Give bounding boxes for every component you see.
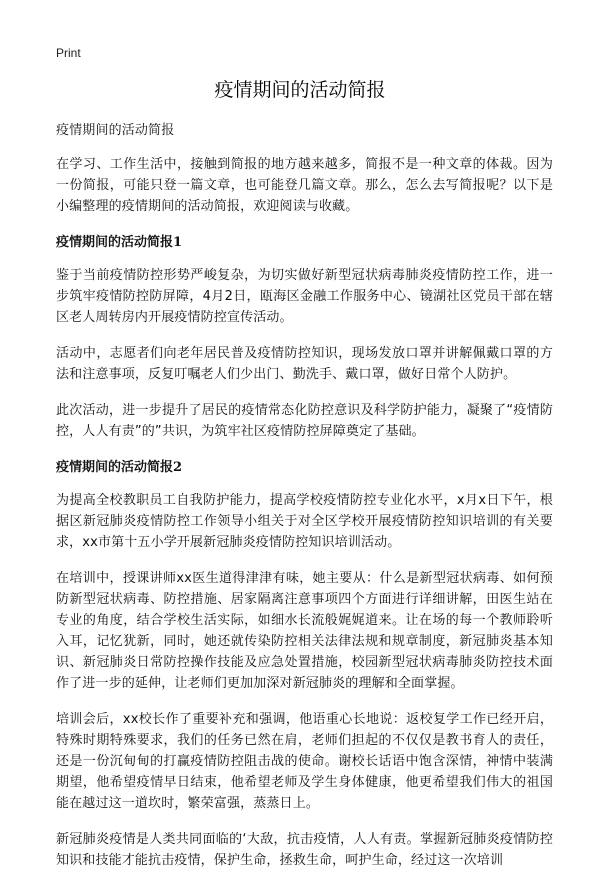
section-2-paragraph-1: 为提高全校教职员工自我防护能力，提高学校疫情防控专业化水平，x月x日下午，根据区新冠肺炎疫情防控工作领导小组关于对全区学校开展疫情防控知识培训的有关要求，xx市第十五小学开展新冠肺炎疫情防控知识培训活动。 xyxy=(56,493,553,550)
page-title: 疫情期间的活动简报 xyxy=(214,79,386,101)
section-2-paragraph-3: 培训会后，xx校长作了重要补充和强调，他语重心长地说：返校复学工作已经开启，特殊时期特殊要求，我们的任务已然在肩，老师们担起的不仅仅是教书育人的责任，还是一份沉甸甸的打赢疫情防控阻击战的使命。谢校长话语中饱含深情，神情中装满期望，他希望疫情早日结束，他希望老师及学生身体健康，他更希望我们伟大的祖国能在越过这一道坎时，繁荣富强，蒸蒸日上。 xyxy=(56,712,553,811)
intro-paragraph: 在学习、工作生活中，接触到简报的地方越来越多，简报不是一种文章的体裁。因为一份简报，可能只登一篇文章，也可能登几篇文章。那么，怎么去写简报呢？以下是小编整理的疫情期间的活动简报，欢迎阅读与收藏。 xyxy=(56,157,553,214)
section-2-paragraph-4: 新冠肺炎疫情是人类共同面临的‘大敌，抗击疫情，人人有责。掌握新冠肺炎疫情防控知识和技能才能抗击疫情，保护生命，拯救生命，呵护生命，经过这一次培训 xyxy=(56,832,553,868)
section-1-paragraph-1: 鉴于当前疫情防控形势严峻复杂，为切实做好新型冠状病毒肺炎疫情防控工作，进一步筑牢疫情防控防屏障，4月2日，瓯海区金融工作服务中心、镜湖社区党员干部在辖区老人周转房内开展疫情防控宣传活动。 xyxy=(56,268,553,325)
section-2-paragraph-2: 在培训中，授课讲师xx医生道得津津有味，她主要从：什么是新型冠状病毒、如何预防新型冠状病毒、防控措施、居家隔离注意事项四个方面进行详细讲解，田医生站在专业的角度，结合学校生活实际，如细水长流般娓娓道来。让在场的每一个教师聆听入耳，记忆犹新，同时，她还就传染防控相关法律法规和规章制度，新冠肺炎基本知识、新冠肺炎日常防控操作技能及应急处置措施，校园新型冠状病毒肺炎防控技术面作了进一步的延伸，让老师们更加加深对新冠肺炎的理解和全面掌握。 xyxy=(56,571,553,691)
section-1-paragraph-2: 活动中，志愿者们向老年居民普及疫情防控知识，现场发放口罩并讲解佩戴口罩的方法和注意事项，反复叮嘱老人们少出门、勤洗手、戴口罩，做好日常个人防护。 xyxy=(56,346,553,382)
section-2-heading: 疫情期间的活动简报2 xyxy=(56,460,183,475)
article-subtitle: 疫情期间的活动简报 xyxy=(56,123,175,138)
article-body xyxy=(56,120,553,886)
print-link[interactable]: Print xyxy=(56,46,81,60)
section-1-paragraph-3: 此次活动，进一步提升了居民的疫情常态化防控意识及科学防护能力，凝聚了“疫情防控，人人有责”的”共识，为筑牢社区疫情防控屏障奠定了基础。 xyxy=(56,403,553,439)
section-1-heading: 疫情期间的活动简报1 xyxy=(56,235,183,250)
